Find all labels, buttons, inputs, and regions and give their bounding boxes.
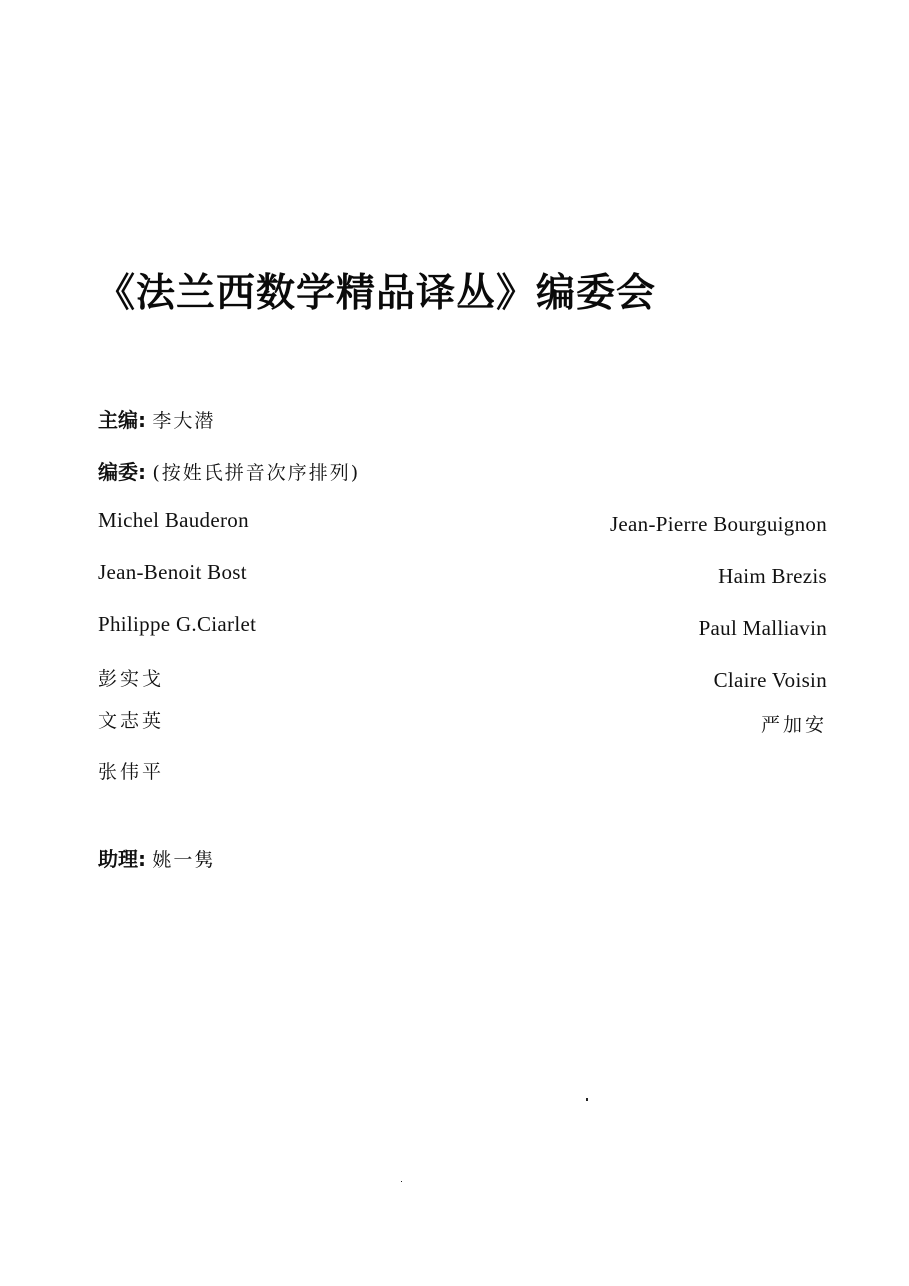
member-right: Haim Brezis: [718, 564, 827, 588]
assistant-name: 姚一隽: [152, 849, 216, 871]
committee-line: [98, 456, 360, 485]
member-right: Claire Voisin: [713, 668, 827, 692]
member-left: 文志英: [98, 710, 165, 732]
member-left: 彭实戈: [98, 668, 165, 690]
scan-speck: [586, 1098, 588, 1101]
committee-note: (按姓氏拼音次序排列): [152, 462, 361, 484]
assistant-line: [98, 843, 215, 872]
assistant-label: 助理:: [98, 847, 146, 871]
member-right: 严加安: [760, 714, 827, 736]
chief-editor-name: 李大潜: [152, 410, 216, 432]
member-right: Jean-Pierre Bourguignon: [609, 512, 827, 536]
member-left: Philippe G.Ciarlet: [98, 612, 257, 636]
scan-speck: [401, 1181, 402, 1182]
committee-label: 编委:: [98, 460, 146, 484]
chief-editor-label: 主编:: [98, 408, 146, 432]
member-right: Paul Malliavin: [698, 616, 827, 640]
page-title: 《法兰西数学精品译丛》编委会: [96, 271, 657, 316]
member-left: 张伟平: [98, 761, 165, 783]
member-left: Jean-Benoit Bost: [98, 560, 247, 584]
member-left: Michel Bauderon: [98, 508, 249, 532]
chief-editor-line: [98, 404, 215, 433]
